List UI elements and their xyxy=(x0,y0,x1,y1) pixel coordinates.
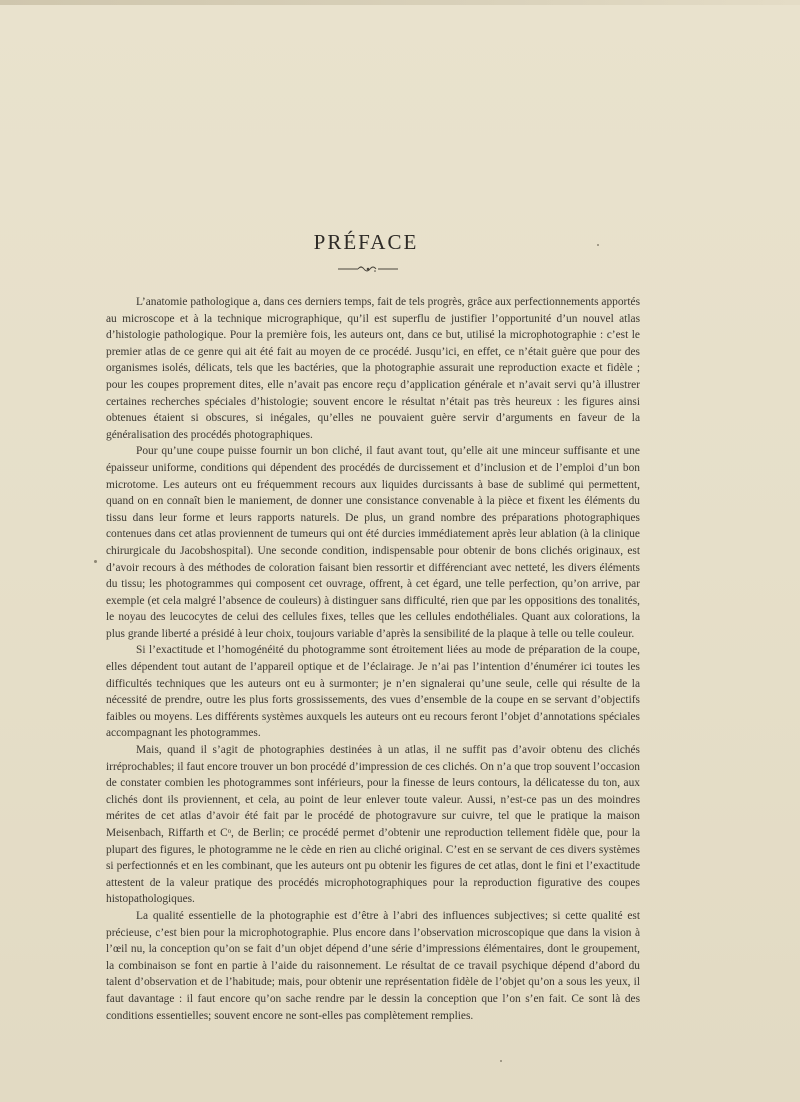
title-ornament xyxy=(336,263,400,275)
paragraph: Mais, quand il s’agit de photographies destinées à un atlas, il ne suffit pas d’avoir obtenu des clichés irréprochables; il faut encore trouver un bon procédé d’impression de ces clichés. On n’a que trop souvent l’occasion de constater combien les photogrammes sont inférieurs, pour la finesse de leurs contours, la délicatesse du ton, aux clichés dont ils proviennent, et cela, au point de leur enlever toute valeur. Aussi, n’est-ce pas un des moindres mérites de cet atlas d’avoir été fait par le procédé de photogravure sur cuivre, tel que le pratique la maison Meisenbach, Riffarth et Cᵒ, de Berlin; ce procédé permet d’obtenir une reproduction tellement fidèle que, pour la plupart des figures, le photogramme ne le cède en rien au cliché original. C’est en se servant de ces divers systèmes si perfectionnés et en les combinant, que les auteurs ont pu obtenir les figures de cet atlas, dont le fini et l’exactitude attestent de la valeur pratique des procédés microphotographiques pour la reproduction figurative des coupes histopathologiques. xyxy=(106,744,640,906)
page-top-edge xyxy=(0,0,800,5)
paragraph: Pour qu’une coupe puisse fournir un bon cliché, il faut avant tout, qu’elle ait une minceur suffisante et une épaisseur uniforme, conditions qui dépendent des procédés de durcissement et d’inclusion et de l’emploi d’un bon microtome. Les auteurs ont eu fréquemment recours aux liquides durcissants à base de sublimé qui permettent, quand on en connaît bien le maniement, de donner une consistance convenable à la pièce et fixent les éléments du tissu dans leur forme et leurs rapports naturels. De plus, un grand nombre des préparations photographiques contenues dans cet atlas proviennent de tumeurs qui ont été durcies immédiatement après leur ablation (à la clinique chirurgicale du Jacobshospital). Une seconde condition, indispensable pour obtenir de bons clichés originaux, est d’avoir recours à des méthodes de coloration faisant bien ressortir et différenciant avec netteté, les divers éléments du tissu; les photogrammes qui composent cet ouvrage, offrent, à cet égard, une telle perfection, qu’on arrive, par exemple (et cela malgré l’absence de couleurs) à distinguer sans difficulté, rien que par les oppositions des tonalités, le noyau des leucocytes de celui des cellules fixes, telles que les cellules endothéliales. Quant aux colorations, la plus grande liberté a présidé à leur choix, toujours variable d’après la sensibilité de la plaque à telle ou telle couleur. xyxy=(106,445,640,640)
page-title: PRÉFACE xyxy=(313,230,419,255)
paragraph: Si l’exactitude et l’homogénéité du photogramme sont étroitement liées au mode de préparation de la coupe, elles dépendent tout autant de l’appareil optique et de l’éclairage. Je n’ai pas l’intention d’énumérer ici toutes les difficultés techniques que les auteurs ont eu à surmonter; je n’en signalerai qu’une seule, celle qui résulte de la nécessité de prendre, outre les plus forts grossissements, des vues d’ensemble de la coupe en se servant d’objectifs faibles ou moyens. Les différents systèmes auxquels les auteurs ont eu recours feront l’objet d’annotations spéciales accompagnant les photogrammes. xyxy=(106,644,640,740)
paper-speck xyxy=(94,560,97,563)
paragraph: L’anatomie pathologique a, dans ces derniers temps, fait de tels progrès, grâce aux perfectionnements apportés au microscope et à la technique micrographique, qu’il est superflu de justifier l’opportunité d’un nouvel atlas d’histologie pathologique. Pour la première fois, les auteurs ont, dans ce but, utilisé la microphotographie : c’est le premier atlas de ce genre qui ait été fait au moyen de ce procédé. Jusqu’ici, en effet, ce n’était guère que pour des organismes isolés, délicats, tels que les bactéries, que la photographie assurait une reproduction exacte et fidèle ; pour les coupes proprement dites, elle n’avait pas encore reçu d’application générale et n’avait servi qu’à illustrer certaines recherches spéciales d’histologie; souvent encore le résultat n’était pas très heureux : les figures ainsi obtenues étaient si obscures, si inégales, qu’elles ne pouvaient guère servir d’arguments en faveur de la généralisation des procédés photographiques. xyxy=(106,296,640,441)
paragraph: La qualité essentielle de la photographie est d’être à l’abri des influences subjectives; si cette qualité est précieuse, c’est bien pour la microphotographie. Plus encore dans l’observation microscopique que dans la vision à l’œil nu, la conception qu’on se fait d’un objet dépend d’une série d’impressions élémentaires, dont le groupement, la combinaison se font en partie à l’aide du raisonnement. Le résultat de ce travail psychique dépend d’abord du talent d’observation et de l’habitude; mais, pour obtenir une représentation fidèle de l’objet qu’on a sous les yeux, il faut davantage : il faut encore qu’on sache rendre par le dessin la conception que l’on s’en fait. Ce sont là des conditions essentielles; souvent encore ne sont-elles pas complètement remplies. xyxy=(106,909,640,1022)
paper-speck xyxy=(597,244,599,246)
paper-speck xyxy=(500,1060,502,1062)
preface-body xyxy=(106,294,640,1024)
